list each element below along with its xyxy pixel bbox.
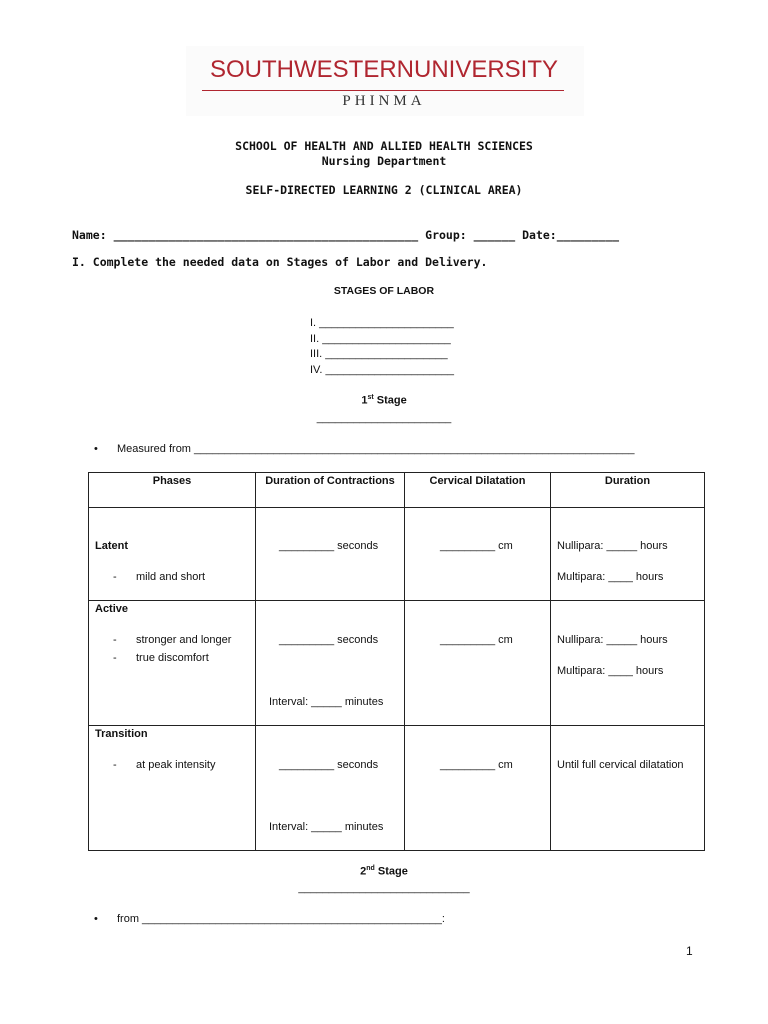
duration-text: Until full cervical dilatation bbox=[557, 759, 684, 771]
logo-rule bbox=[202, 90, 564, 91]
table-row bbox=[89, 508, 705, 601]
from-bullet: • bbox=[94, 913, 98, 925]
header-duration-contractions: Duration of Contractions bbox=[256, 473, 405, 508]
desc-dash: - bbox=[113, 759, 117, 771]
interval-field[interactable]: Interval: _____ minutes bbox=[269, 696, 384, 708]
multipara-field[interactable]: Multipara: ____ hours bbox=[557, 665, 664, 677]
department-heading: Nursing Department bbox=[321, 154, 447, 168]
date-label: Date: bbox=[522, 228, 557, 242]
name-line bbox=[72, 228, 619, 242]
multipara-field[interactable]: Multipara: ____ hours bbox=[557, 571, 664, 583]
phases-table bbox=[88, 472, 705, 851]
dilatation-field[interactable]: _________ cm bbox=[440, 759, 513, 771]
measured-from-line[interactable]: Measured from ________________________________________________________________________ bbox=[117, 443, 635, 455]
contraction-field[interactable]: _________ seconds bbox=[279, 759, 379, 771]
interval-field[interactable]: Interval: _____ minutes bbox=[269, 821, 384, 833]
page-number: 1 bbox=[686, 944, 693, 958]
logo-subtitle: PHINMA bbox=[342, 93, 426, 109]
contraction-field[interactable]: _________ seconds bbox=[279, 540, 379, 552]
second-stage-heading: 2nd Stage bbox=[360, 865, 408, 878]
table-row bbox=[89, 726, 705, 851]
dilatation-field[interactable]: _________ cm bbox=[440, 634, 513, 646]
stage-item-1[interactable]: I. ______________________ bbox=[310, 317, 454, 329]
stage-item-4[interactable]: IV. _____________________ bbox=[310, 364, 454, 376]
nullipara-field[interactable]: Nullipara: _____ hours bbox=[557, 540, 668, 552]
phase-active: Active bbox=[95, 603, 129, 615]
phase-transition: Transition bbox=[95, 728, 148, 740]
group-field[interactable]: ______ bbox=[473, 228, 516, 242]
stage-item-2[interactable]: II. _____________________ bbox=[310, 333, 451, 345]
dilatation-field[interactable]: _________ cm bbox=[440, 540, 513, 552]
group-label: Group: bbox=[425, 228, 467, 242]
desc-dash: - bbox=[113, 634, 117, 646]
phase-desc: mild and short bbox=[136, 571, 206, 583]
phase-latent: Latent bbox=[95, 540, 128, 552]
phase-desc: true discomfort bbox=[136, 652, 209, 664]
stages-heading: STAGES OF LABOR bbox=[333, 285, 435, 297]
header-cervical-dilatation: Cervical Dilatation bbox=[405, 473, 551, 508]
date-field[interactable]: _________ bbox=[556, 228, 620, 242]
phase-desc: stronger and longer bbox=[136, 634, 232, 646]
phase-desc: at peak intensity bbox=[136, 759, 216, 771]
desc-dash: - bbox=[113, 652, 117, 664]
name-field[interactable]: ____________________________________________ bbox=[113, 228, 419, 242]
measured-bullet: • bbox=[94, 443, 98, 455]
contraction-field[interactable]: _________ seconds bbox=[279, 634, 379, 646]
header-duration: Duration bbox=[551, 473, 705, 508]
document-title: SELF-DIRECTED LEARNING 2 (CLINICAL AREA) bbox=[245, 183, 523, 197]
logo-wordmark: SOUTHWESTERNUNIVERSITY bbox=[209, 56, 559, 83]
first-stage-blank[interactable]: ______________________ bbox=[316, 412, 452, 424]
school-heading: SCHOOL OF HEALTH AND ALLIED HEALTH SCIENCES bbox=[235, 139, 533, 153]
stage-item-3[interactable]: III. ____________________ bbox=[310, 348, 448, 360]
nullipara-field[interactable]: Nullipara: _____ hours bbox=[557, 634, 668, 646]
first-stage-heading: 1st Stage bbox=[361, 394, 407, 407]
header-phases: Phases bbox=[89, 473, 256, 508]
from-line[interactable]: from _________________________________________________: bbox=[117, 913, 445, 925]
table-row bbox=[89, 601, 705, 726]
desc-dash: - bbox=[113, 571, 117, 583]
name-label: Name: bbox=[72, 228, 107, 242]
instruction: I. Complete the needed data on Stages of Labor and Delivery. bbox=[72, 255, 488, 269]
second-stage-blank[interactable]: ____________________________ bbox=[298, 882, 470, 894]
